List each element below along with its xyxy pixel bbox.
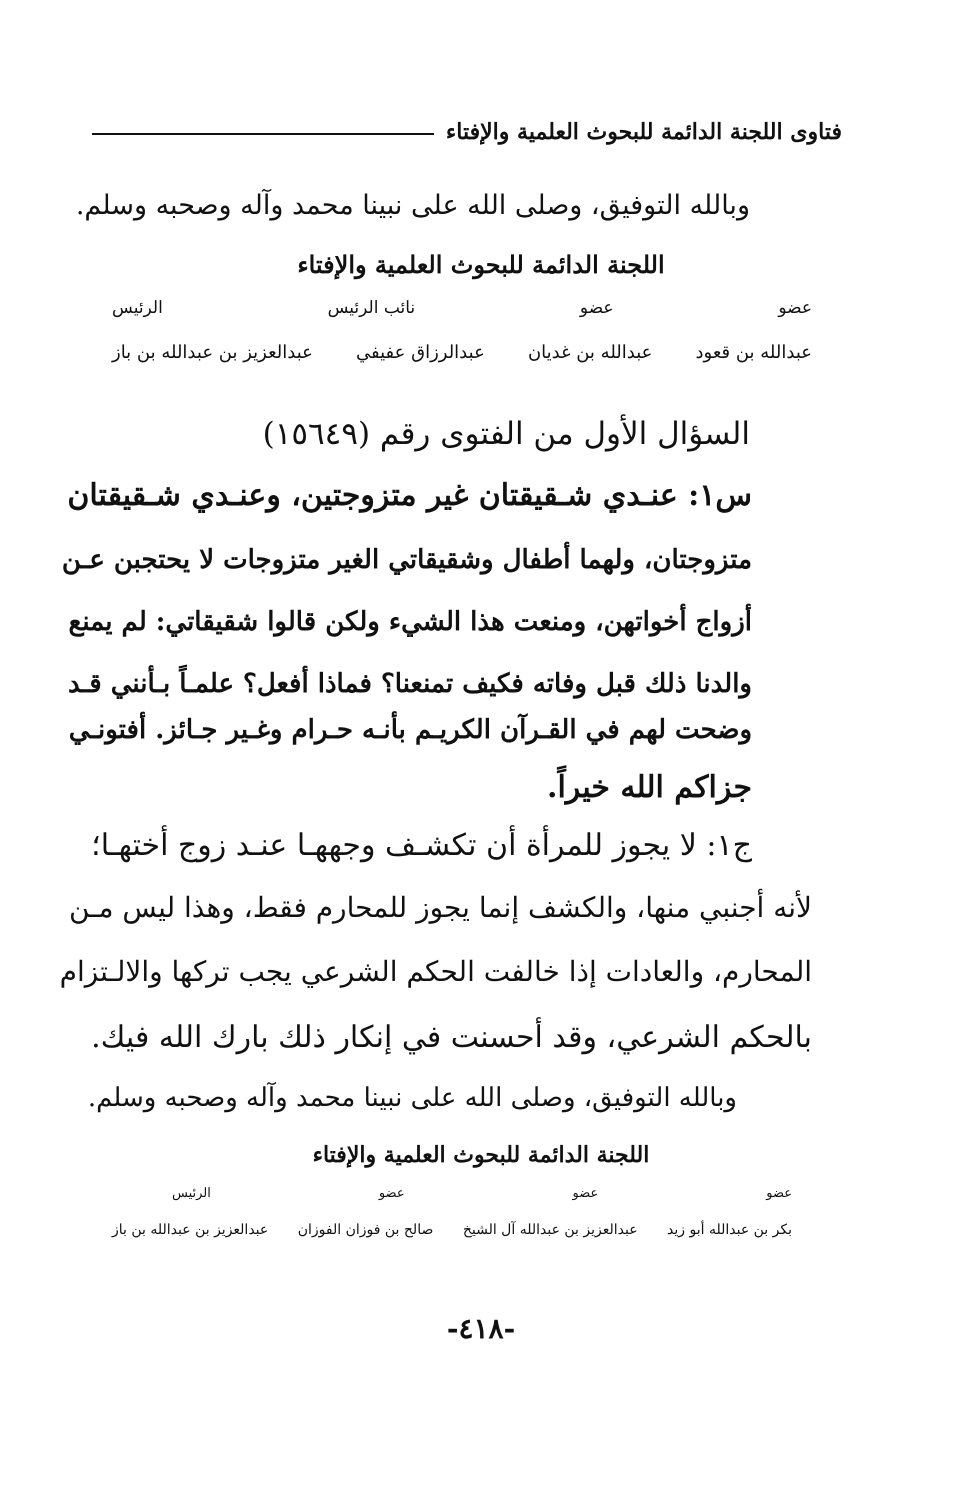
question-line: س١: عنـدي شـقيقتان غير متزوجتين، وعنـدي شـقيقتان (67, 478, 752, 513)
signatory-role: عضو (766, 1186, 792, 1201)
page-number: -٤١٨- (446, 1312, 516, 1345)
running-header-title: فتاوى اللجنة الدائمة للبحوث العلمية والإفتاء (445, 119, 842, 145)
signatory-name: عبدالعزيز بن عبدالله بن باز (112, 1222, 269, 1238)
signatory-role: الرئيس (112, 298, 163, 318)
signatory-role: عضو (572, 1186, 599, 1201)
signatory-name: صالح بن فوزان الفوزان (297, 1222, 434, 1238)
question-line: أزواج أخواتهن، ومنعت هذا الشيء ولكن قالوا شقيقاتي: لم يمنع (68, 607, 752, 637)
question-line: والدنا ذلك قبل وفاته فكيف تمنعنا؟ فماذا أفعل؟ علمـاً بـأنني قـد (67, 669, 752, 699)
signatory-name: عبدالعزيز بن عبدالله آل الشيخ (462, 1222, 638, 1238)
answer-line: بالحكم الشرعي، وقد أحسنت في إنكار ذلك بارك الله فيك. (91, 1020, 812, 1055)
signatory-role: الرئيس (172, 1186, 211, 1201)
signatory-name: بكر بن عبدالله أبو زيد (667, 1222, 792, 1238)
question-heading: السؤال الأول من الفتوى رقم (١٥٦٤٩) (262, 416, 750, 452)
signatory-role: نائب الرئيس (327, 298, 416, 318)
closing-prayer: وبالله التوفيق، وصلى الله على نبينا محمد وآله وصحبه وسلم. (87, 1083, 737, 1113)
header-rule (92, 133, 434, 135)
signatory-name: عبدالرزاق عفيفي (356, 342, 485, 363)
closing-prayer: وبالله التوفيق، وصلى الله على نبينا محمد وآله وصحبه وسلم. (75, 190, 750, 221)
signatory-name: عبدالله بن غديان (527, 342, 653, 363)
signatory-name: عبدالعزيز بن عبدالله بن باز (112, 342, 313, 363)
signatory-roles (172, 1186, 792, 1201)
signatory-role: عضو (378, 1186, 405, 1201)
question-line: متزوجتان، ولهما أطفال وشقيقاتي الغير متزوجات لا يحتجبن عـن (61, 545, 752, 575)
answer-line: لأنه أجنبي منها، والكشف إنما يجوز للمحارم فقط، وهذا ليس مـن (69, 891, 812, 924)
running-header (92, 112, 842, 152)
signatory-role: عضو (778, 298, 812, 318)
signatory-name: عبدالله بن قعود (695, 342, 812, 363)
signatory-names (112, 1222, 792, 1238)
question-line: وضحت لهم في القـرآن الكريـم بأنـه حـرام وغـير جـائز. أفتونـي (68, 715, 752, 745)
signatory-role: عضو (579, 298, 614, 318)
question-line: جزاكم الله خيراً. (547, 770, 752, 805)
signatory-names (112, 342, 812, 363)
answer-line: المحارم، والعادات إذا خالفت الحكم الشرعي يجب تركها والالـتزام (59, 955, 812, 988)
answer-line: ج١: لا يجوز للمرأة أن تكشـف وجههـا عنـد زوج أختهـا؛ (91, 828, 752, 863)
committee-title: اللجنة الدائمة للبحوث العلمية والإفتاء (312, 1142, 650, 1168)
committee-title: اللجنة الدائمة للبحوث العلمية والإفتاء (297, 250, 665, 279)
signatory-roles (112, 298, 812, 318)
